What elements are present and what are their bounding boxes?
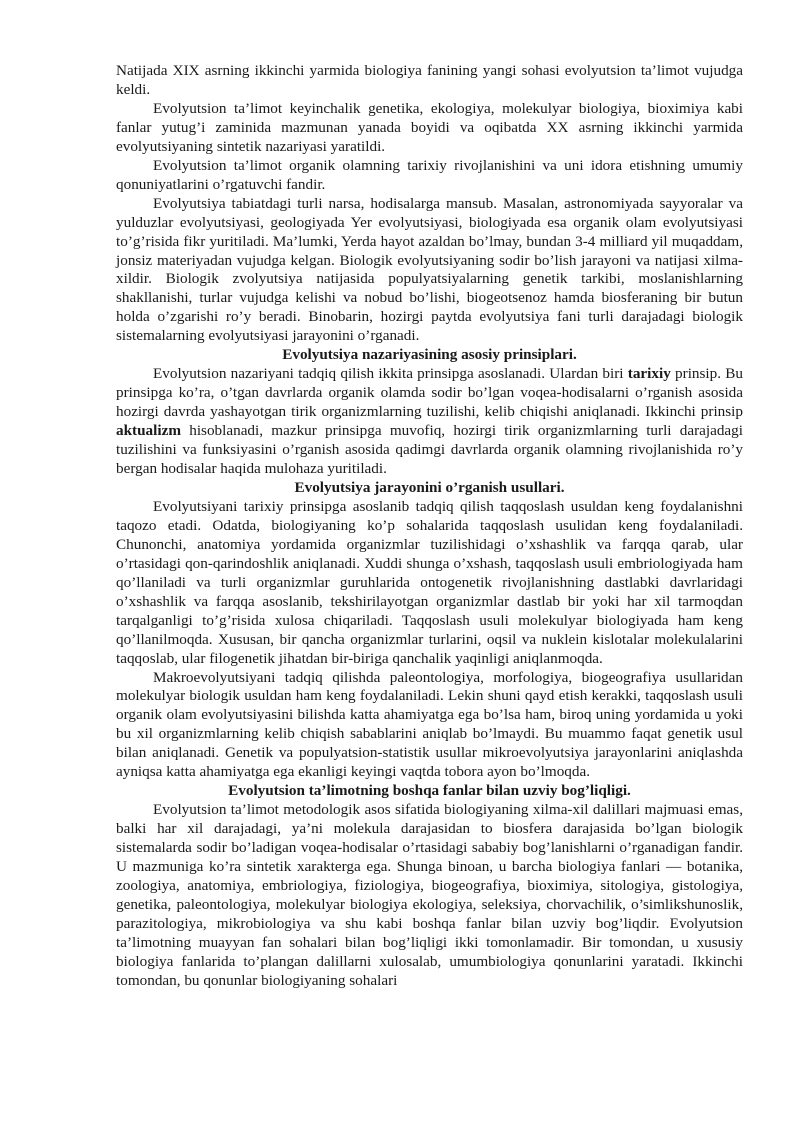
principles-text-3: hisoblanadi, mazkur prinsipga muvofiq, hozirgi tirik organizmlarning turli darajadagi tuzilishini va funksiyasini o’rganish asosida qadimgi davrlarda organik olamning rivojlanishida ro’y bergan hodisalar haqida mulohaza yuritiladi. <box>116 422 743 478</box>
heading-principles: Evolyutsiya nazariyasining asosiy prinsiplari. <box>282 346 577 364</box>
paragraph-evolution-scope: Evolyutsiya tabiatdagi turli narsa, hodisalarga mansub. Masalan, astronomiyada sayyoralar va yulduzlar evolyutsiyasi, geologiyada Yer evolyutsiyasi, biologiyada esa organik olam evolyutsiyasi to’g’risida fikr yuritiladi. Ma’lumki, Yerda hayot azaldan bo’lmay, bundan 3-4 milliard yil muqaddam, jonsiz materiyadan vujudga kelgan. Biologik evolyutsiyaning sodir bo’lish jarayoni va natijasi xilma-xildir. Biologik zvolyutsiya natijasida populyatsiyalarning genetik tarkibi, moslanishlarning shakllanishi, turlar vujudga kelishi va nobud bo’lishi, biogeotsenoz hamda biosferaning bir butun holda o’zgarishi ro’y beradi. Binobarin, hozirgi paytda evolyutsiya fani turli darajadagi biologik sistemalarning evolyutsiyasi jarayonini o’rganadi. <box>116 194 743 345</box>
paragraph-macroevolution: Makroevolyutsiyani tadqiq qilishda paleontologiya, morfologiya, biogeografiya usullaridan molekulyar biologik usuldan ham keng foydalaniladi. Lekin shuni qayd etish kerakki, taqqoslash usuli organik olam evolyutsiyasini bilishda katta ahamiyatga ega bo’lsa ham, biroq uning yordamida u yoki bu xil organizmlarning kelib chiqish sabablarini aniqlab bo’lmaydi. Bu muammo faqat genetik usul bilan aniqlanadi. Genetik va populyatsion-statistik usullar mikroevolyutsiya jarayonlarini aniqlashda ayniqsa katta ahamiyatga ega ekanligi keyingi vaqtda tobora ayon bo’lmoqda. <box>116 668 743 781</box>
paragraph-intro: Natijada XIX asrning ikkinchi yarmida biologiya fanining yangi sohasi evolyutsion ta’limot vujudga keldi. <box>116 62 743 98</box>
paragraph-synthetic-theory: Evolyutsion ta’limot keyinchalik genetika, ekologiya, molekulyar biologiya, bioximiya kabi fanlar yutug’i zaminida mazmunan yanada boyidi va oqibatda XX asrning ikkinchi yarmida evolyutsiyaning sintetik nazariyasi yaratildi. <box>116 99 743 155</box>
principles-text-1: Evolyutsion nazariyani tadqiq qilish ikkita prinsipga asoslanadi. Ulardan biri <box>153 365 628 383</box>
heading-relations: Evolyutsion ta’limotning boshqa fanlar bilan uzviy bog’liqligi. <box>228 782 631 800</box>
paragraph-principles <box>116 365 743 479</box>
term-tarixiy: tarixiy <box>627 365 671 383</box>
paragraph-definition: Evolyutsion ta’limot organik olamning tarixiy rivojlanishini va uni idora etishning umumiy qonuniyatlarini o’rgatuvchi fandir. <box>116 156 743 193</box>
heading-methods: Evolyutsiya jarayonini o’rganish usullari. <box>294 478 565 496</box>
principles-text-2: prinsip. Bu prinsipga ko’ra, o’tgan davrlarda organik olamda sodir bo’lgan voqea-hodisalarni o’rganish asosida hozirgi davrda yashayotgan tirik organizmlarning tuzilishi, kelib chiqishi aniqlanadi. Ikkinchi prinsip <box>116 365 743 421</box>
paragraph-relations: Evolyutsion ta’limot metodologik asos sifatida biologiyaning xilma-xil dalillari majmuasi emas, balki har xil darajadagi, ya’ni molekula darajasidan to biosfera darajasida bo’lgan biologik sistemalarda sodir bo’ladigan voqea-hodisalar o’rtasidagi sababiy bog’lanishlarni o’rganadigan fandir. U mazmuniga ko’ra sintetik xarakterga ega. Shunga binoan, u barcha biologiya fanlari — botanika, zoologiya, anatomiya, embriologiya, fiziologiya, biogeografiya, bioximiya, sitologiya, gistologiya, genetika, paleontologiya, molekulyar biologiya ekologiya, seleksiya, chorvachilik, o’simlikshunoslik, parazitologiya, mikrobiologiya va shu kabi boshqa fanlar bilan uzviy bog’liqdir. Evolyutsion ta’limotning muayyan fan sohalari bilan bog’liqligi ikki tomonlamadir. Bir tomondan, u xususiy biologiya fanlarida to’plangan dalillarni xulosalab, umumbiologiya qonunlarini yaratadi. Ikkinchi tomondan, bu qonunlar biologiyaning sohalari <box>116 801 743 989</box>
term-aktualizm: aktualizm <box>116 422 181 440</box>
paragraph-comparative-method: Evolyutsiyani tarixiy prinsipga asoslanib tadqiq qilish taqqoslash usuldan keng foydalanishni taqozo etadi. Odatda, biologiyaning ko’p sohalarida taqqoslash usulidan keng foydalaniladi. Chunonchi, anatomiya yordamida organizmlar tuzilishidagi o’xshashlik va farqqa qarab, ular o’rtasidagi qon-qarindoshlik aniqlanadi. Xuddi shunga o’xshash, taqqoslash usuli embriologiyada ham qo’llaniladi va turli organizmlar guruhlarida ontogenetik rivojlanishning dastlabki davrlaridagi o’xshashlik va farqqa asoslanib, tekshirilayotgan organizmlar dastlab bir yoki har xil tarmoqdan tarqalganligi to’g’risida xulosa chiqariladi. Taqqoslash usuli molekulyar biologiyada ham keng qo’llanilmoqda. Xususan, bir qancha organizmlar turlarini, oqsil va nuklein kislotalar molekulalarini taqqoslab, ular filogenetik jihatdan bir-biriga qanchalik yaqinligi aniqlanmoqda. <box>116 497 743 667</box>
